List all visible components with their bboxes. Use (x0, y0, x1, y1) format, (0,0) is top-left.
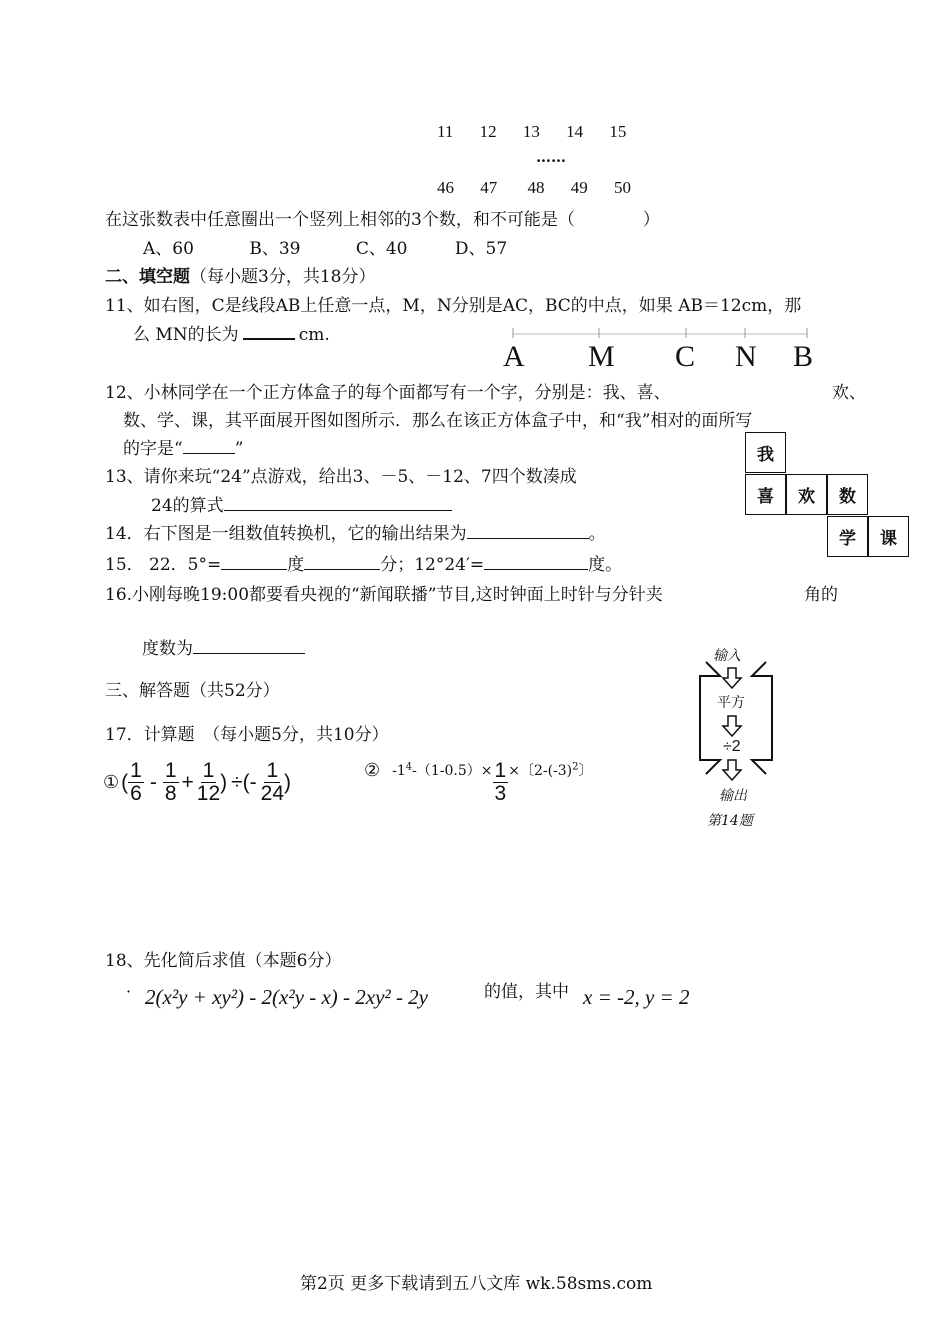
net-cell: 数 (827, 474, 868, 515)
answer-blank[interactable] (193, 637, 305, 654)
section3-title: 三、解答题（共52分） (105, 681, 280, 701)
option-c: C、40 (355, 239, 408, 259)
fraction: $\frac{1}{6}$ (130, 759, 142, 806)
cell: 13 (522, 122, 540, 141)
machine-caption: 第14题 (707, 813, 753, 829)
answer-blank[interactable] (304, 553, 380, 570)
fraction: $\frac{1}{3}$ (494, 759, 507, 806)
net-cell: 喜 (745, 474, 786, 515)
cell: 12 (479, 122, 497, 141)
q12-line3: 的字是“ ” (123, 439, 244, 459)
answer-blank[interactable] (243, 330, 295, 340)
section2-note: （每小题3分，共18分） (190, 267, 376, 287)
q11-line2: 么 MN的长为 cm. (133, 325, 330, 345)
q12-line1: 12、小林同学在一个正方体盒子的每个面都写有一个字，分别是：我、喜、 (105, 383, 671, 403)
table-dots: …… (536, 148, 566, 166)
page-footer: 第2页 更多下载请到五八文库 wk.58sms.com (300, 1274, 653, 1294)
point-n-label: N (735, 340, 757, 373)
q12-line1b: 欢、 (832, 383, 866, 403)
cell: 14 (566, 122, 584, 141)
machine-input: 输入 (713, 648, 741, 664)
table-row1 (437, 122, 626, 142)
machine-output: 输出 (719, 788, 747, 804)
answer-blank[interactable] (183, 437, 235, 454)
q11-line1: 11、如右图，C是线段AB上任意一点，M，N分别是AC，BC的中点，如果 AB＝12cm，那 (105, 296, 802, 316)
point-c-label: C (675, 340, 696, 373)
answer-blank[interactable] (484, 553, 588, 570)
q17-part1: ① ( $\frac{1}{6}$ - $\frac{1}{8}$ + $\frac{1}{12}$ ) ÷(- $\frac{1}{24}$ ) (103, 759, 292, 806)
machine-divide: ÷2 (723, 738, 741, 755)
table-row2 (437, 178, 631, 198)
section2-heading (105, 262, 375, 287)
point-a-label: A (503, 340, 525, 373)
option-b: B、39 (249, 239, 301, 259)
q16-line1: 16.小刚每晚19:00都要看央视的“新闻联播”节目,这时钟面上时针与分针夹 (105, 585, 663, 605)
q18-dot: · (126, 982, 132, 1001)
q14-text: 14．右下图是一组数值转换机，它的输出结果为 。 (105, 524, 606, 544)
cell: 50 (614, 178, 631, 197)
q15-text: 15． 22．5°= 度 分；12°24′= 度。 (105, 555, 623, 575)
q13-line2: 24的算式 (151, 491, 452, 516)
cell: 48 (527, 178, 545, 197)
fraction: $\frac{1}{24}$ (260, 759, 285, 806)
q18-title: 18、先化简后求值（本题6分） (105, 951, 342, 971)
cell: 11 (437, 122, 454, 141)
net-cell: 欢 (786, 474, 827, 515)
fraction: $\frac{1}{8}$ (164, 759, 177, 806)
q17-part2: ② $-1^4-(1-0.5)\times$ $\frac{1}{3}$ ×〔$2-(-3)^2$〕 (364, 759, 593, 806)
fraction: $\frac{1}{12}$ (196, 759, 221, 806)
net-cell: 课 (868, 516, 909, 557)
q10-text: 在这张数表中任意圈出一个竖列上相邻的3个数，和不可能是（ ） (105, 210, 660, 230)
option-d: D、57 (454, 239, 508, 259)
point-b-label: B (793, 340, 814, 373)
answer-blank[interactable] (221, 553, 287, 570)
q16-line1b: 角的 (804, 585, 838, 605)
point-m-label: M (588, 340, 615, 373)
q10-options (143, 234, 507, 259)
q18-condition: x = -2, y = 2 (583, 985, 690, 1009)
number-machine-diagram (692, 656, 782, 786)
cell: 46 (437, 178, 454, 197)
q16-line2: 度数为 (142, 634, 305, 659)
cell: 47 (480, 178, 498, 197)
q17-title: 17．计算题 （每小题5分，共10分） (105, 725, 389, 745)
section2-title: 二、填空题 (105, 267, 190, 287)
option-a: A、60 (143, 239, 194, 259)
net-cell: 学 (827, 516, 868, 557)
segment-diagram (505, 322, 815, 342)
answer-blank[interactable] (467, 522, 589, 539)
machine-square: 平方 (717, 695, 745, 711)
q18-mid: 的值，其中 (484, 982, 569, 1002)
q13-line1: 13、请你来玩“24”点游戏，给出3、－5、－12、7四个数凑成 (105, 467, 577, 487)
answer-blank[interactable] (224, 494, 452, 511)
q12-line2: 数、学、课，其平面展开图如图所示．那么在该正方体盒子中，和“我”相对的面所写 (123, 411, 753, 431)
cell: 49 (570, 178, 588, 197)
q18-expression: 2(x²y + xy²) - 2(x²y - x) - 2xy² - 2y (145, 985, 429, 1009)
cell: 15 (609, 122, 627, 141)
net-cell: 我 (745, 432, 786, 473)
